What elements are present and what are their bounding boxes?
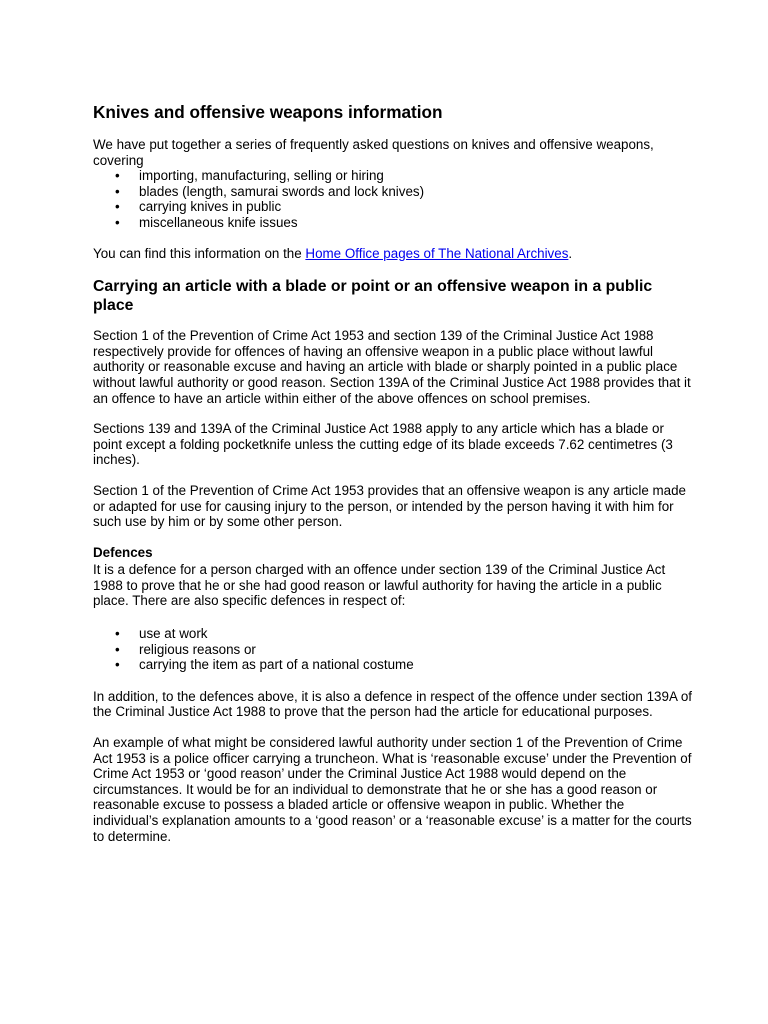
topics-list (93, 168, 693, 230)
list-item: • carrying knives in public (115, 199, 282, 215)
bullet-icon: • (115, 199, 120, 215)
defences-addition-paragraph: In addition, to the defences above, it is also a defence in respect of the offence under section 139A of the Criminal Justice Act 1988 to prove that the person had the article for educational purposes. (93, 688, 693, 720)
bullet-icon: • (115, 183, 120, 199)
defences-text: It is a defence for a person charged with an offence under section 139 of the Criminal Justice Act 1988 to prove that he or she had good reason or lawful authority for having the article in a public place. There are also specific defences in respect of: (93, 562, 666, 609)
bullet-icon: • (115, 641, 120, 657)
section-paragraph: Section 1 of the Prevention of Crime Act 1953 provides that an offensive weapon is any article made or adapted for use for causing injury to the person, or intended by the person having it with him for such use by him or by some other person. (93, 482, 687, 530)
list-item: • use at work (115, 626, 208, 642)
intro-text: We have put together a series of frequently asked questions on knives and offensive weapons, covering (93, 137, 654, 168)
page-title: Knives and offensive weapons information (93, 102, 443, 122)
bullet-icon: • (115, 657, 120, 673)
list-item: • blades (length, samurai swords and lock knives) (115, 183, 425, 199)
section-heading: Carrying an article with a blade or point or an offensive weapon in a public place (93, 278, 653, 315)
bullet-icon: • (115, 214, 120, 230)
document-page (93, 101, 693, 844)
find-info-paragraph: You can find this information on the Home Office pages of The National Archives. (93, 245, 573, 261)
list-item: • miscellaneous knife issues (115, 214, 298, 230)
list-item: • religious reasons or (115, 641, 256, 657)
defences-example-paragraph: An example of what might be considered lawful authority under section 1 of the Prevention of Crime Act 1953 is a police officer carrying a truncheon. What is ‘reasonable excuse’ under the Prevention of Crime Act 1953 or ‘good reason’ under the Criminal Justice Act 1988 would depend on the circumstances. It would be for an individual to demonstrate that he or she has a good reason or reasonable excuse to possess a bladed article or offensive weapon in public. Whether the individual’s explanation amounts to a ‘good reason’ or a ‘reasonable excuse’ is a matter for the courts to determine. (93, 735, 692, 844)
defences-heading: Defences (93, 544, 153, 560)
defences-list (93, 626, 693, 673)
list-item: • carrying the item as part of a national costume (115, 657, 414, 673)
bullet-icon: • (115, 626, 120, 642)
section-paragraph: Sections 139 and 139A of the Criminal Justice Act 1988 apply to any article which has a blade or point except a folding pocketknife unless the cutting edge of its blade exceeds 7.62 centimetres (3 inches). (93, 421, 673, 468)
section-paragraph: Section 1 of the Prevention of Crime Act 1953 and section 139 of the Criminal Justice Act 1988 respectively provide for offences of having an offensive weapon in a public place without lawful authority or reasonable excuse and having an article with blade or sharply pointed in a public place without lawful authority or good reason. Section 139A of the Criminal Justice Act 1988 provides that it an offence to have an article within either of the above offences on school premises. (93, 328, 691, 406)
bullet-icon: • (115, 168, 120, 184)
list-item: • importing, manufacturing, selling or hiring (115, 168, 384, 184)
national-archives-link[interactable]: Home Office pages of The National Archives (305, 245, 569, 261)
